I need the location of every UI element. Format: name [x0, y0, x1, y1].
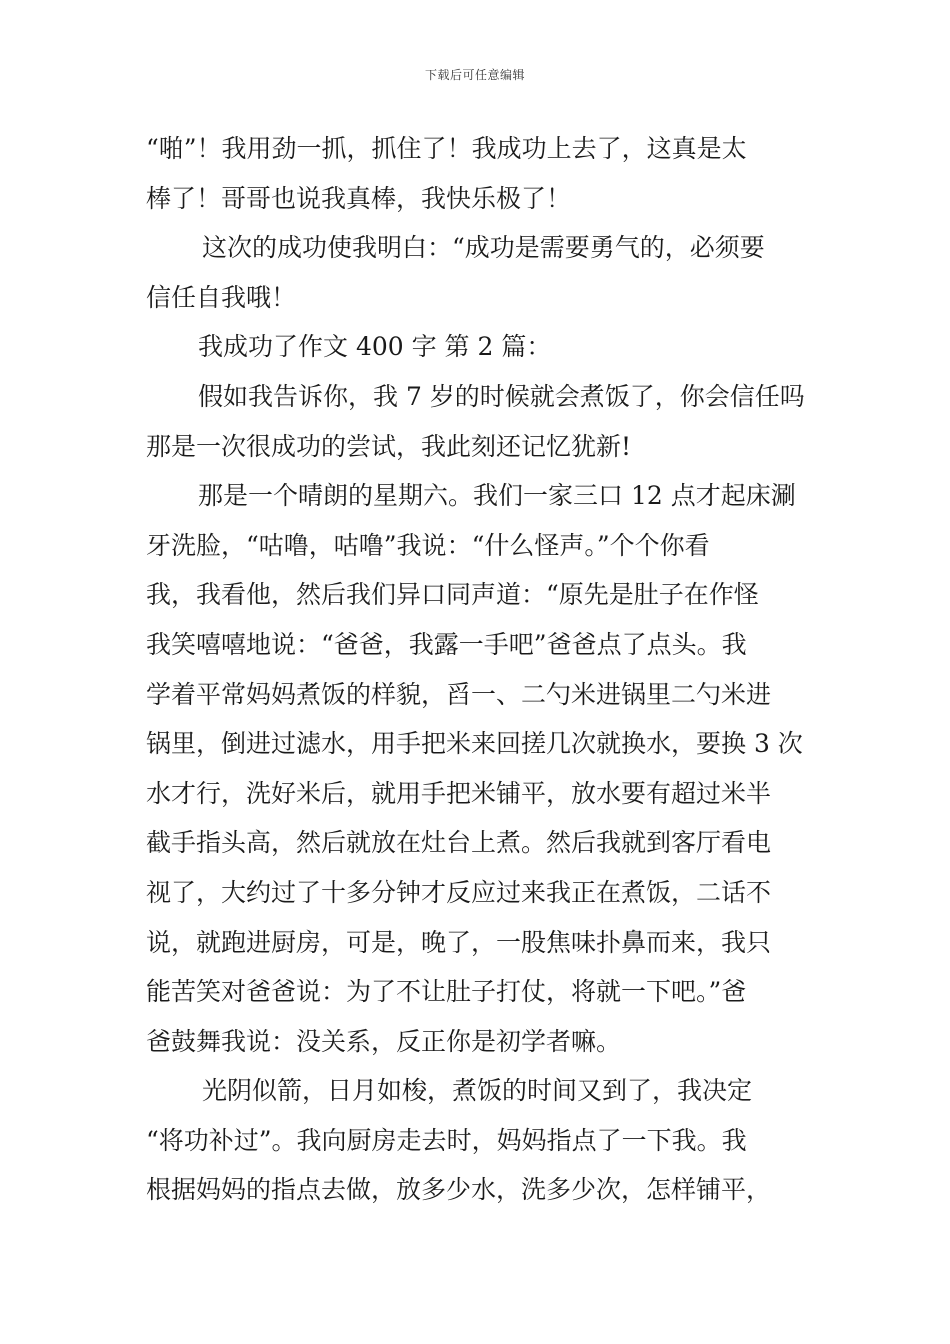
- text-line: 光阴似箭，日月如梭，煮饭的时间又到了，我决定: [202, 1076, 753, 1106]
- text-line: 说，就跑进厨房，可是，晚了，一股焦味扑鼻而来，我只: [146, 927, 772, 957]
- text-line: 牙洗脸，“咕噜，咕噜”我说：“什么怪声。”个个你看: [146, 530, 710, 560]
- text-line: “啪”！我用劲一抓，抓住了！我成功上去了，这真是太: [146, 134, 747, 163]
- text-line: 视了，大约过了十多分钟才反应过来我正在煮饭，二话不: [146, 877, 772, 907]
- text-line: 根据妈妈的指点去做，放多少水，洗多少次，怎样铺平，: [146, 1175, 772, 1205]
- text-line: 这次的成功使我明白：“成功是需要勇气的，必须要: [202, 233, 765, 263]
- text-line: 棒了！哥哥也说我真棒，我快乐极了！: [146, 183, 572, 213]
- text-line: 能苦笑对爸爸说：为了不让肚子打仗，将就一下吧。”爸: [146, 977, 747, 1007]
- text-line: 学着平常妈妈煮饭的样貌，舀一、二勺米进锅里二勺米进: [146, 679, 772, 709]
- text-line: 我，我看他，然后我们异口同声道：“原先是肚子在作怪: [146, 580, 759, 610]
- text-line: 爸鼓舞我说：没关系，反正你是初学者嘛。: [146, 1026, 622, 1056]
- text-line: 信任自我哦！: [146, 282, 297, 312]
- text-line: 我笑嘻嘻地说：“爸爸，我露一手吧”爸爸点了点头。我: [146, 629, 747, 659]
- text-line: “将功补过”。我向厨房走去时，妈妈指点了一下我。我: [146, 1125, 747, 1155]
- text-line: 假如我告诉你，我 7 岁的时候就会煮饭了，你会信任吗: [198, 381, 805, 411]
- text-line: 水才行，洗好米后，就用手把米铺平，放水要有超过米半: [146, 778, 772, 808]
- document-body: [146, 124, 811, 1215]
- text-line: 锅里，倒进过滤水，用手把米来回搓几次就换水，要换 3 次: [146, 729, 803, 759]
- page-header: 下载后可任意编辑: [424, 68, 525, 82]
- section-heading: 我成功了作文 400 字 第 2 篇：: [198, 332, 552, 362]
- text-line: 那是一次很成功的尝试，我此刻还记忆犹新!: [146, 431, 632, 461]
- text-line: 截手指头高，然后就放在灶台上煮。然后我就到客厅看电: [146, 828, 772, 858]
- text-line: 那是一个晴朗的星期六。我们一家三口 12 点才起床涮: [198, 481, 796, 511]
